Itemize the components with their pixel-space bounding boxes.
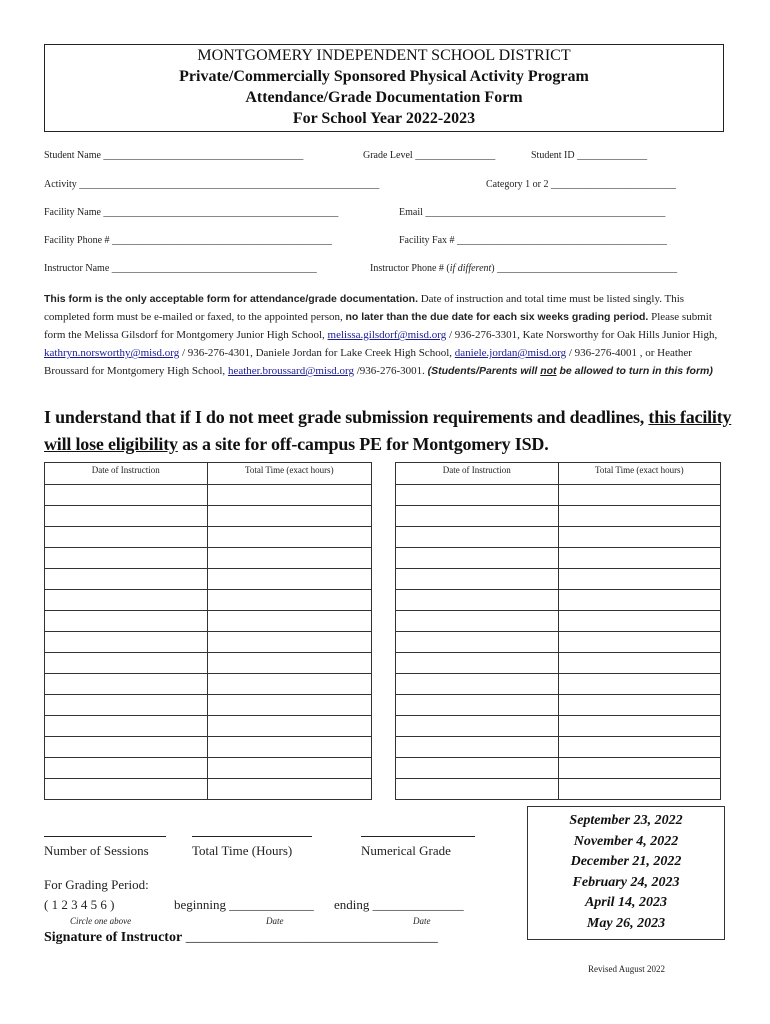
beginning-date-caption: Date	[266, 916, 284, 926]
date-cell[interactable]	[45, 569, 208, 590]
grade-label: Numerical Grade	[361, 843, 451, 858]
date-cell[interactable]	[45, 737, 208, 758]
due-dates-box	[527, 806, 725, 940]
instructor-phone-note: if different	[449, 263, 492, 274]
facility-fax-field[interactable]: Facility Fax # __________________________________________	[399, 235, 668, 246]
table-row	[45, 695, 372, 716]
table-row	[396, 653, 721, 674]
time-cell[interactable]	[207, 674, 371, 695]
date-cell[interactable]	[45, 653, 208, 674]
due-date-item: December 21, 2022	[570, 854, 682, 869]
grade-level-field[interactable]: Grade Level ________________	[363, 150, 496, 161]
table-row	[45, 653, 372, 674]
attendance-table-right	[395, 462, 721, 800]
due-date-item: November 4, 2022	[573, 833, 679, 849]
table-row	[396, 485, 721, 506]
instructions-text: / 936-276-4301, Daniele Jordan for Lake Creek High School,	[179, 347, 455, 359]
table-row	[396, 779, 721, 800]
date-cell[interactable]	[396, 611, 559, 632]
signature-line: ____________________________________	[182, 930, 438, 945]
table-row	[396, 506, 721, 527]
eligibility-notice	[44, 404, 734, 458]
notice-text: as a site for off-campus PE for Montgomery ISD.	[177, 434, 549, 454]
table-row	[45, 779, 372, 800]
time-cell[interactable]	[558, 527, 720, 548]
instructor-name-field[interactable]: Instructor Name _________________________________________	[44, 263, 317, 274]
instructor-phone-line: ) ____________________________________	[491, 263, 678, 274]
date-cell[interactable]	[396, 653, 559, 674]
instructions-text: Please submit form the Melissa Gilsdorf for Montgomery Junior High School,	[44, 311, 712, 341]
school-year: For School Year 2022-2023	[292, 110, 476, 127]
time-cell[interactable]	[207, 716, 371, 737]
attendance-table-left	[44, 462, 372, 800]
instructor-phone-label: Instructor Phone # (	[370, 263, 450, 274]
time-cell[interactable]	[558, 779, 720, 800]
grading-period-options[interactable]: ( 1 2 3 4 5 6 )	[44, 897, 115, 912]
table-row	[396, 758, 721, 779]
date-cell[interactable]	[45, 632, 208, 653]
date-cell[interactable]	[45, 590, 208, 611]
date-cell[interactable]	[396, 737, 559, 758]
column-header: Date of Instruction	[45, 463, 208, 485]
time-cell[interactable]	[558, 674, 720, 695]
date-cell[interactable]	[396, 485, 559, 506]
instructions-paragraph	[44, 290, 728, 380]
time-line[interactable]	[192, 836, 312, 837]
table-row	[45, 527, 372, 548]
time-cell[interactable]	[558, 737, 720, 758]
instructions-text: /936-276-3001.	[353, 365, 428, 377]
time-cell[interactable]	[558, 548, 720, 569]
date-cell[interactable]	[45, 674, 208, 695]
date-cell[interactable]	[396, 548, 559, 569]
table-row	[396, 590, 721, 611]
table-row	[396, 716, 721, 737]
time-cell[interactable]	[207, 632, 371, 653]
time-cell[interactable]	[207, 611, 371, 632]
time-cell[interactable]	[558, 758, 720, 779]
time-cell[interactable]	[207, 695, 371, 716]
date-cell[interactable]	[45, 758, 208, 779]
table-row	[396, 569, 721, 590]
notice-emphasis: this facility will lose eligibility	[44, 407, 732, 454]
table-row	[396, 548, 721, 569]
email-link-gilsdorf[interactable]: melissa.gilsdorf@misd.org	[327, 329, 447, 341]
student-notice-not: not	[540, 365, 557, 377]
table-row	[396, 674, 721, 695]
table-row	[45, 716, 372, 737]
table-row	[45, 569, 372, 590]
time-cell[interactable]	[558, 590, 720, 611]
form-header	[44, 44, 724, 132]
sessions-line[interactable]	[44, 836, 166, 837]
sessions-label: Number of Sessions	[44, 843, 149, 858]
instructor-signature[interactable]	[44, 930, 438, 946]
instructor-phone-field[interactable]	[370, 263, 677, 274]
activity-field[interactable]: Activity ____________________________________________________________	[44, 179, 380, 190]
date-cell[interactable]	[45, 611, 208, 632]
column-header: Total Time (exact hours)	[207, 463, 371, 485]
date-cell[interactable]	[396, 632, 559, 653]
due-date-item: February 24, 2023	[572, 874, 680, 890]
instructions-text: Date of instruction and total time must be listed singly. This completed form must be e-mailed or faxed, to the appointed person,	[44, 293, 685, 323]
table-row	[45, 758, 372, 779]
date-cell[interactable]	[45, 716, 208, 737]
program-title: Private/Commercially Sponsored Physical Activity Program	[179, 68, 589, 85]
category-field[interactable]: Category 1 or 2 _________________________	[486, 179, 676, 190]
date-cell[interactable]	[396, 674, 559, 695]
due-date-item: May 26, 2023	[586, 915, 666, 931]
table-row	[45, 548, 372, 569]
email-field[interactable]: Email ________________________________________________	[399, 207, 666, 218]
table-row	[45, 674, 372, 695]
email-link-jordan[interactable]: daniele.jordan@misd.org	[454, 347, 567, 359]
date-cell[interactable]	[396, 716, 559, 737]
time-cell[interactable]	[207, 485, 371, 506]
ending-date-field[interactable]: ending ______________	[334, 897, 464, 912]
form-title: Attendance/Grade Documentation Form	[245, 89, 523, 106]
column-header: Date of Instruction	[396, 463, 559, 485]
email-link-broussard[interactable]: heather.broussard@misd.org	[227, 365, 354, 377]
district-name: MONTGOMERY INDEPENDENT SCHOOL DISTRICT	[197, 47, 571, 64]
email-link-norsworthy[interactable]: kathryn.norsworthy@misd.org	[44, 347, 180, 359]
time-cell[interactable]	[207, 590, 371, 611]
due-date-item: September 23, 2022	[569, 813, 683, 828]
grade-line[interactable]	[361, 836, 475, 837]
time-cell[interactable]	[207, 569, 371, 590]
time-cell[interactable]	[207, 527, 371, 548]
table-row	[45, 737, 372, 758]
student-notice: (Students/Parents will	[427, 365, 541, 377]
time-cell[interactable]	[207, 737, 371, 758]
time-label: Total Time (Hours)	[192, 843, 293, 858]
table-row	[45, 611, 372, 632]
grading-period-label: For Grading Period:	[44, 877, 149, 892]
time-cell[interactable]	[558, 569, 720, 590]
table-row	[396, 632, 721, 653]
time-cell[interactable]	[207, 653, 371, 674]
circle-note: Circle one above	[70, 916, 132, 926]
signature-label: Signature of Instructor	[44, 930, 183, 945]
form-only-notice: This form is the only acceptable form for attendance/grade documentation.	[44, 293, 418, 305]
time-cell[interactable]	[558, 653, 720, 674]
time-cell[interactable]	[558, 695, 720, 716]
table-row	[396, 737, 721, 758]
date-cell[interactable]	[396, 590, 559, 611]
table-row	[45, 506, 372, 527]
table-row	[396, 695, 721, 716]
time-cell[interactable]	[207, 506, 371, 527]
table-row	[45, 632, 372, 653]
date-cell[interactable]	[45, 695, 208, 716]
time-cell[interactable]	[207, 779, 371, 800]
student-name-field[interactable]: Student Name ________________________________________	[44, 150, 304, 161]
instructions-text: / 936-276-3301, Kate Norsworthy for Oak Hills Junior High,	[446, 329, 718, 341]
date-cell[interactable]	[45, 548, 208, 569]
table-row	[45, 590, 372, 611]
due-date-item: April 14, 2023	[584, 895, 668, 910]
table-row	[45, 485, 372, 506]
date-cell[interactable]	[396, 758, 559, 779]
date-cell[interactable]	[45, 779, 208, 800]
ending-date-caption: Date	[413, 916, 431, 926]
facility-phone-field[interactable]: Facility Phone # ____________________________________________	[44, 235, 333, 246]
date-cell[interactable]	[45, 506, 208, 527]
time-cell[interactable]	[558, 485, 720, 506]
beginning-date-field[interactable]: beginning _____________	[174, 897, 314, 912]
date-cell[interactable]	[45, 527, 208, 548]
instructions-text: / 936-276-4001 , or Heather Broussard for Montgomery High School,	[44, 347, 692, 377]
time-cell[interactable]	[558, 632, 720, 653]
time-cell[interactable]	[558, 716, 720, 737]
column-header: Total Time (exact hours)	[558, 463, 720, 485]
facility-name-field[interactable]: Facility Name _______________________________________________	[44, 207, 339, 218]
student-notice: be allowed to turn in this form)	[556, 365, 713, 377]
date-cell[interactable]	[396, 506, 559, 527]
date-cell[interactable]	[396, 569, 559, 590]
revision-note: Revised August 2022	[588, 964, 666, 974]
time-cell[interactable]	[207, 758, 371, 779]
time-cell[interactable]	[558, 506, 720, 527]
date-cell[interactable]	[396, 695, 559, 716]
date-cell[interactable]	[45, 485, 208, 506]
student-id-field[interactable]: Student ID ______________	[531, 150, 648, 161]
time-cell[interactable]	[558, 611, 720, 632]
date-cell[interactable]	[396, 779, 559, 800]
table-row	[396, 611, 721, 632]
deadline-notice: no later than the due date for each six weeks grading period.	[345, 311, 649, 323]
time-cell[interactable]	[207, 548, 371, 569]
table-row	[396, 527, 721, 548]
notice-text: I understand that if I do not meet grade submission requirements and deadlines,	[44, 407, 649, 427]
date-cell[interactable]	[396, 527, 559, 548]
